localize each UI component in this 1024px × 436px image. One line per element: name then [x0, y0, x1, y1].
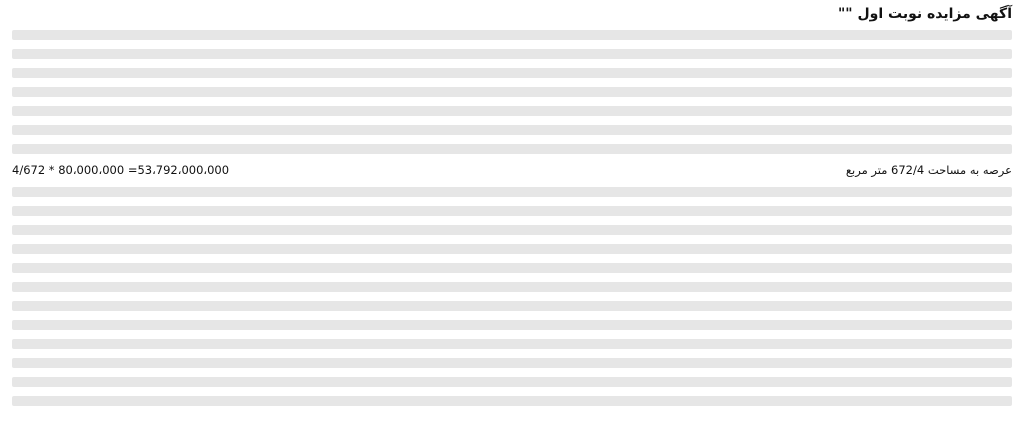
- text-line: [12, 244, 1012, 254]
- text-line: [12, 282, 1012, 292]
- notice-body-continued: [12, 187, 1012, 406]
- text-line: [12, 301, 1012, 311]
- text-line: [12, 396, 1012, 406]
- notice-body: [12, 30, 1012, 154]
- text-line: [12, 339, 1012, 349]
- text-line: [12, 358, 1012, 368]
- text-line: [12, 87, 1012, 97]
- text-line: [12, 206, 1012, 216]
- text-line: [12, 263, 1012, 273]
- text-line: [12, 125, 1012, 135]
- text-line: [12, 144, 1012, 154]
- text-line: [12, 225, 1012, 235]
- text-line: [12, 106, 1012, 116]
- text-line: [12, 30, 1012, 40]
- area-formula: 4/672 * 80،000،000 =53،792،000،000: [12, 163, 230, 177]
- notice-title: آگهی مزایده نوبت اول "": [838, 6, 1012, 22]
- area-line: [12, 163, 1012, 177]
- text-line: [12, 377, 1012, 387]
- area-label: عرصه به مساحت 672/4 متر مربع: [845, 163, 1012, 177]
- text-line: [12, 320, 1012, 330]
- text-line: [12, 187, 1012, 197]
- text-line: [12, 49, 1012, 59]
- text-line: [12, 68, 1012, 78]
